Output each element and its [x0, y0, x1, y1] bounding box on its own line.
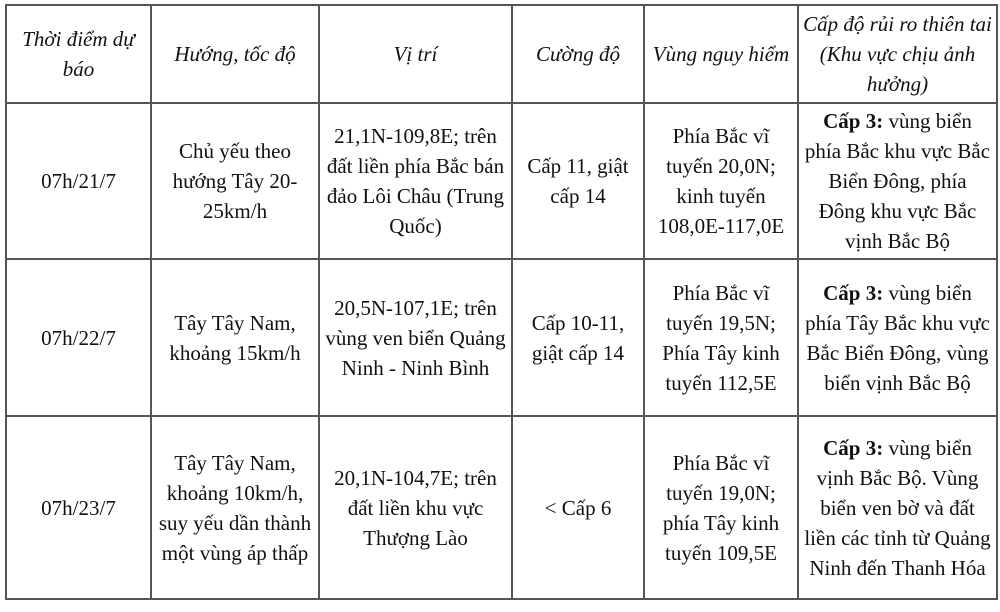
cell-risk [798, 259, 997, 416]
cell-risk [798, 416, 997, 599]
header-direction: Hướng, tốc độ [151, 5, 319, 103]
cell-danger-zone: Phía Bắc vĩ tuyến 20,0N; kinh tuyến 108,0E-117,0E [644, 103, 798, 259]
cell-direction: Tây Tây Nam, khoảng 15km/h [151, 259, 319, 416]
risk-area: vùng biển vịnh Bắc Bộ. Vùng biển ven bờ và đất liền các tỉnh từ Quảng Ninh đến Thanh Hóa [804, 435, 991, 580]
header-time: Thời điểm dự báo [6, 5, 151, 103]
risk-level: Cấp 3: [823, 435, 884, 460]
forecast-table [5, 4, 998, 600]
risk-area: vùng biển phía Tây Bắc khu vực Bắc Biển Đông, vùng biển vịnh Bắc Bộ [805, 280, 990, 395]
cell-danger-zone: Phía Bắc vĩ tuyến 19,5N; Phía Tây kinh tuyến 112,5E [644, 259, 798, 416]
cell-intensity: < Cấp 6 [512, 416, 644, 599]
header-row [6, 5, 997, 103]
cell-time: 07h/22/7 [6, 259, 151, 416]
cell-time: 07h/21/7 [6, 103, 151, 259]
header-danger-zone: Vùng nguy hiểm [644, 5, 798, 103]
table-row [6, 259, 997, 416]
cell-direction: Chủ yếu theo hướng Tây 20-25km/h [151, 103, 319, 259]
cell-intensity: Cấp 11, giật cấp 14 [512, 103, 644, 259]
header-intensity: Cường độ [512, 5, 644, 103]
cell-risk [798, 103, 997, 259]
cell-intensity: Cấp 10-11, giật cấp 14 [512, 259, 644, 416]
cell-position: 20,1N-104,7E; trên đất liền khu vực Thượng Lào [319, 416, 512, 599]
header-position: Vị trí [319, 5, 512, 103]
risk-area: vùng biển phía Bắc khu vực Bắc Biển Đông, phía Đông khu vực Bắc vịnh Bắc Bộ [804, 109, 991, 253]
cell-direction: Tây Tây Nam, khoảng 10km/h, suy yếu dần thành một vùng áp thấp [151, 416, 319, 599]
cell-danger-zone: Phía Bắc vĩ tuyến 19,0N; phía Tây kinh tuyến 109,5E [644, 416, 798, 599]
cell-position: 20,5N-107,1E; trên vùng ven biển Quảng Ninh - Ninh Bình [319, 259, 512, 416]
table-row [6, 103, 997, 259]
header-risk-level: Cấp độ rủi ro thiên tai (Khu vực chịu ảnh hưởng) [798, 5, 997, 103]
cell-position: 21,1N-109,8E; trên đất liền phía Bắc bán đảo Lôi Châu (Trung Quốc) [319, 103, 512, 259]
table-row [6, 416, 997, 599]
cell-time: 07h/23/7 [6, 416, 151, 599]
risk-level: Cấp 3: [823, 109, 884, 133]
risk-level: Cấp 3: [823, 280, 884, 305]
